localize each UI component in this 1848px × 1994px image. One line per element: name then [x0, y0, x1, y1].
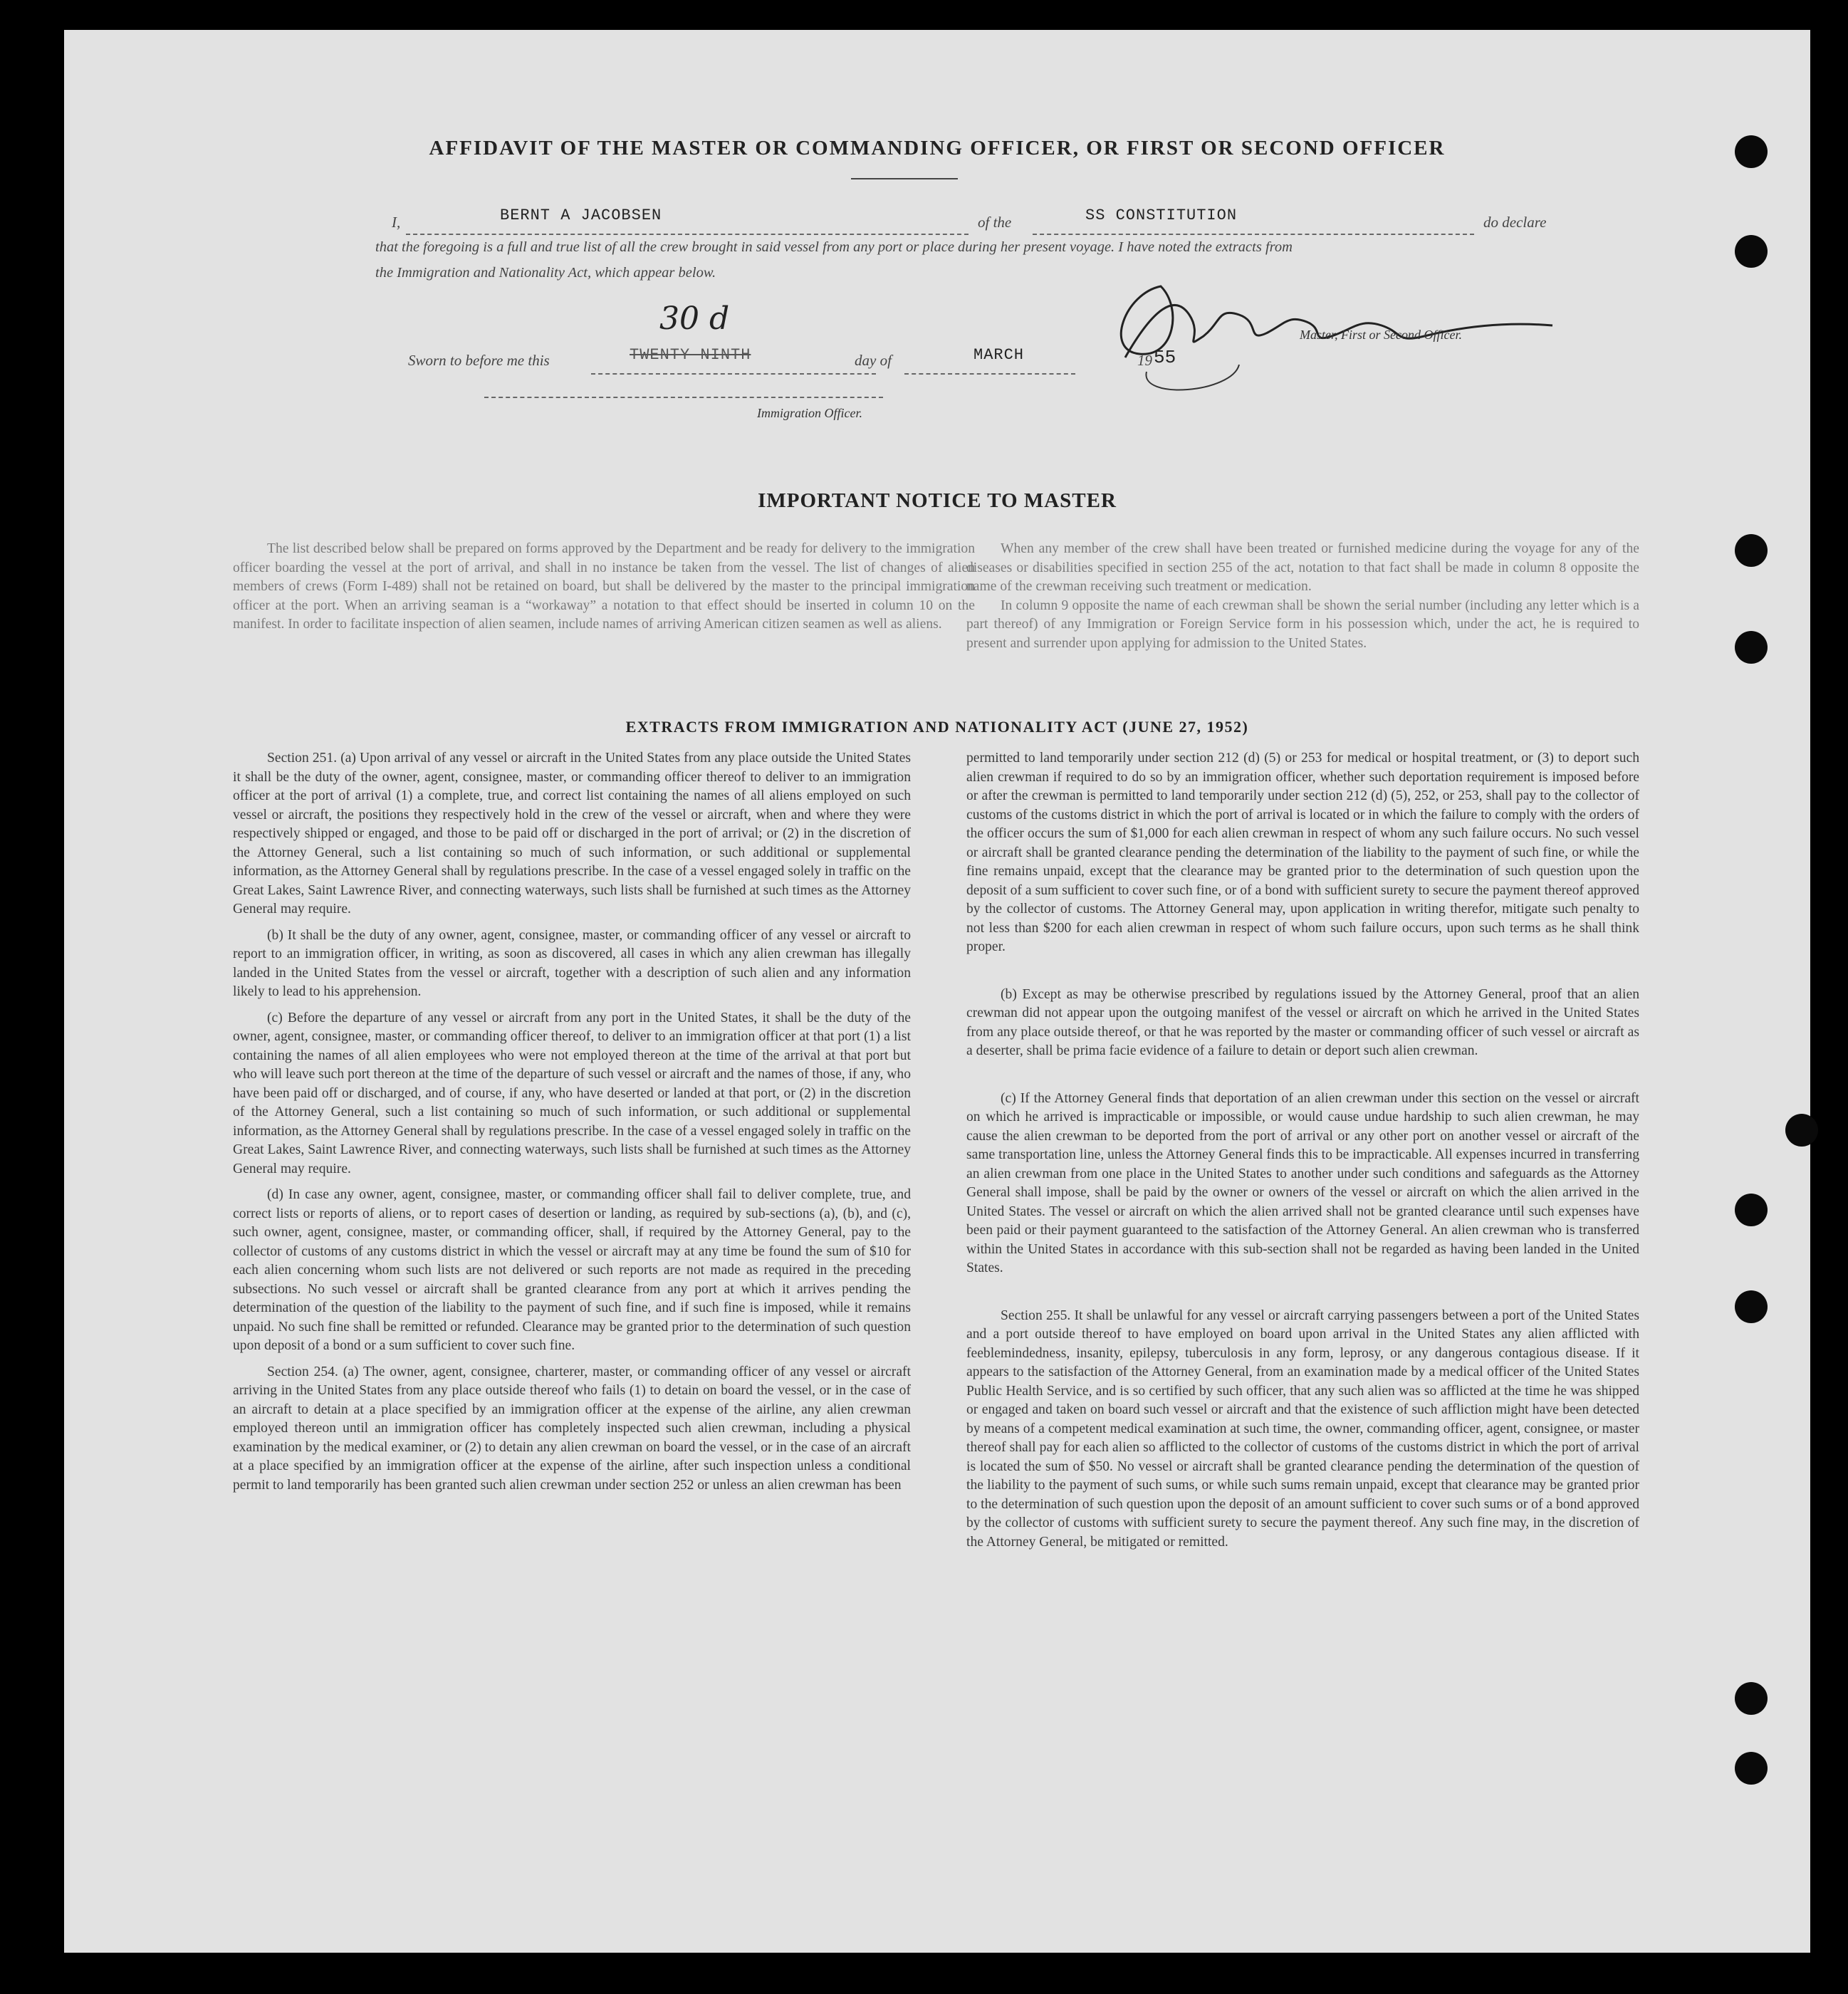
day-of-label: day of [855, 352, 892, 369]
of-the-label: of the [978, 214, 1012, 231]
i-label: I, [392, 214, 401, 231]
extract-section-255: Section 255. It shall be unlawful for any vessel or aircraft carrying passengers between a port of the United States and a port outside thereof to have employed on board upon arrival in the United States any alien afflicted with feeblemindedness, insanity, epilepsy, tuberculosis in any form, leprosy, or any dangerous contagious disease. If it appears to the satisfaction of the Attorney General, from an examination made by a medical officer of the United States Public Health Service, and is so certified by such officer, that any such alien was so afflicted at the time he was shipped or engaged and taken on board such vessel or aircraft and that the existence of such affliction might have been detected by means of a competent medical examination at such time, the owner, commanding officer, agent, consignee, or master thereof shall pay for each alien so afflicted to the collector of customs of the customs district in which the port of arrival is located the sum of $50. No vessel or aircraft shall be granted clearance pending the determination of the question of the liability to the payment of such sums, or while such sums remain unpaid, except that clearance may be granted prior to the determination of such question upon the deposit of an amount sufficient to cover such sums or of a bond approved by the collector of customs with sufficient surety to secure the payment thereof. Any such fine may, in the discretion of the Attorney General, be mitigated or remitted. [966, 1307, 1639, 1550]
extract-section-251c: (c) Before the departure of any vessel or aircraft from any port in the United States, it shall be the duty of the owner, agent, consignee, master, or commanding officer thereof, to deliver to an immigration officer at that port (1) a list containing the names of all alien employees who were not employed thereon at the time of the arrival at that port but who will leave such port thereon at the time of the departure of such vessel or aircraft and the names of those, if any, who have been paid off or discharged, and of course, if any, who have deserted or landed at that port, or (2) in the discretion of the Attorney General, such a list containing so much of such information, or such additional or supplemental information, as the Attorney General shall by regulations prescribe. In the case of a vessel engaged solely in traffic on the Great Lakes, Saint Lawrence River, and connecting waterways, such lists shall be furnished at such times as the Attorney General may require. [233, 1010, 911, 1176]
notice-title: IMPORTANT NOTICE TO MASTER [758, 489, 1117, 512]
extract-section-254a-cont: permitted to land temporarily under section 212 (d) (5) or 253 for medical or hospital treatment, or (3) to deport such alien crewman if required to do so by an immigration officer, whether such deportation requirement is imposed before or after the crewman is permitted to land temporarily under section 212 (d) (5), 252, or 253, shall pay to the collector of customs of the customs district in which the port of arrival is located or in which the failure to comply with the orders of the officer occurs the sum of $1,000 for each alien crewman in respect of whom any such failure occurs. No such vessel or aircraft shall be granted clearance pending the determination of the liability to the payment of such fine, or while the fine remains unpaid, except that the clearance may be granted prior to the determination of such question upon the deposit of a sum sufficient to cover such fine, or of a bond with sufficient surety to secure the payment thereof approved by the collector of customs. The Attorney General may, upon application in writing therefor, mitigate such penalty to not less than $200 for each alien crewman in respect of whom such failure occurs, upon such terms as he shall think proper. [966, 751, 1639, 954]
extract-section-254a: Section 254. (a) The owner, agent, consignee, charterer, master, or commanding officer of any vessel or aircraft arriving in the United States from any place outside thereof who fails (1) to detain on board the vessel, or in the case of an aircraft to detain at a place specified by an immigration officer at the expense of the airline, any alien crewman employed thereon until an immigration officer has completely inspected such alien crewman, including a physical examination by the medical examiner, or (2) to detain any alien crewman on board the vessel, or in the case of an aircraft at a place specified by an immigration officer at the expense of the airline, after such inspection unless a conditional permit to land temporarily has been granted such alien crewman under section 252 or unless an alien crewman has been [233, 1364, 911, 1493]
vessel-name: SS CONSTITUTION [1082, 207, 1240, 224]
binder-hole [1735, 534, 1768, 567]
notice-right-column [966, 540, 1639, 660]
month: MARCH [971, 346, 1027, 364]
binder-hole [1735, 1290, 1768, 1323]
day-handwritten: 30 d [659, 301, 730, 337]
binder-hole [1735, 135, 1768, 168]
do-declare-label: do declare [1483, 214, 1547, 231]
extract-section-254b: (b) Except as may be otherwise prescribed by regulations issued by the Attorney General, proof that an alien crewman did not appear upon the outgoing manifest of the vessel or aircraft on which he arrived in the United States from any place outside thereof, or that he was reported by the master or commanding officer of such vessel or aircraft as a deserter, shall be prima facie evidence of a failure to detain or deport such alien crewman. [966, 986, 1639, 1058]
binder-hole [1735, 1682, 1768, 1715]
sworn-label: Sworn to before me this [408, 352, 550, 369]
extract-section-251a: Section 251. (a) Upon arrival of any vessel or aircraft in the United States from any place outside the United States it shall be the duty of the owner, agent, consignee, master, or commanding officer thereof to deliver to an immigration officer at the port of arrival (1) a complete, true, and correct list containing the names of all aliens employed on such vessel or aircraft, the positions they respectively hold in the crew of the vessel or aircraft, when and where they were respectively shipped or engaged, and those to be paid off or discharged in the port of arrival; or (2) in the discretion of the Attorney General, such a list containing so much of such information, or such additional or supplemental information, as the Attorney General shall by regulations prescribe. In the case of a vessel engaged solely in traffic on the Great Lakes, Saint Lawrence River, and connecting waterways, such lists shall be furnished at such times as the Attorney General may require. [233, 751, 911, 917]
binder-hole [1735, 1194, 1768, 1226]
immigration-officer-caption: Immigration Officer. [757, 406, 862, 420]
declaration-line-2: the Immigration and Nationality Act, which appear below. [375, 265, 716, 281]
title-rule [851, 178, 958, 179]
name-line [406, 218, 969, 235]
notice-right-paragraph-2: In column 9 opposite the name of each crewman shall be shown the serial number (including any letter which is a part thereof) of any Immigration or Foreign Service form in his possession which, under the act, he is required to present and surrender upon applying for admission to the United States. [966, 597, 1639, 651]
notice-left-column [233, 540, 975, 642]
affidavit-title: AFFIDAVIT OF THE MASTER OR COMMANDING OFFICER, OR FIRST OR SECOND OFFICER [429, 137, 1446, 160]
notice-right-paragraph-1: When any member of the crew shall have been treated or furnished medicine during the voyage for any of the diseases or disabilities specified in section 255 of the act, notation to that fact shall be made in column 8 opposite the name of the crewman receiving such treatment or medication. [966, 541, 1639, 594]
extract-section-251d: (d) In case any owner, agent, consignee, master, or commanding officer shall fail to deliver complete, true, and correct lists or reports of aliens, or to report cases of desertion or landing, as required by sub-sections (a), (b), and (c), such owner, agent, consignee, master, or commanding officer, shall, if required by the Attorney General, pay to the collector of customs of any customs district in which the vessel or aircraft may at any time be found the sum of $10 for each alien concerning whom such lists are not delivered or such reports are not made as required in the preceding subsections. No such vessel or aircraft shall be granted clearance from any port at which it arrives pending the determination of the question of the liability to the payment of such fine, and if such fine is imposed, while it remains unpaid. No such fine shall be remitted or refunded. Clearance may be granted prior to the determination of such question upon deposit of a bond or a sum sufficient to cover such fine. [233, 1187, 911, 1353]
extracts-title: EXTRACTS FROM IMMIGRATION AND NATIONALITY ACT (JUNE 27, 1952) [625, 718, 1249, 736]
binder-hole [1785, 1114, 1818, 1147]
extract-section-251b: (b) It shall be the duty of any owner, agent, consignee, master, or commanding officer of any vessel or aircraft to report to an immigration officer, in writing, as soon as discovered, all cases in which any alien crewman has illegally landed in the United States from the vessel or aircraft, together with a description of such alien and any information likely to lead to his apprehension. [233, 927, 911, 999]
notice-left-paragraph: The list described below shall be prepared on forms approved by the Department and be ready for delivery to the immigration officer boarding the vessel at the port of arrival, and shall in no instance be taken from the vessel. The list of changes of alien members of crews (Form I-489) shall not be retained on board, but shall be delivered by the master to the principal immigration officer at the port. When an arriving seaman is a “workaway” a notation to that effect should be inserted in column 10 on the manifest. In order to facilitate inspection of alien seamen, include names of arriving American citizen seamen as well as aliens. [233, 541, 975, 632]
year-suffix: 55 [1154, 347, 1176, 368]
master-name: BERNT A JACOBSEN [497, 207, 664, 224]
binder-hole [1735, 235, 1768, 268]
document-page [64, 30, 1810, 1953]
year-prefix: 19 [1137, 352, 1152, 369]
declaration-line-1: that the foregoing is a full and true list of all the crew brought in said vessel from any port or place during her present voyage. I have noted the extracts from [375, 239, 1293, 255]
extract-section-254c: (c) If the Attorney General finds that deportation of an alien crewman under this section on the vessel or aircraft on which he arrived is impracticable or impossible, or would cause undue hardship to such alien crewman, he may cause the alien crewman to be deported from the port of arrival or any other port on another vessel or aircraft of the same transportation line, unless the Attorney General finds this to be impracticable. All expenses incurred in transferring an alien crewman from one place in the United States to another under such conditions and safeguards as the Attorney General shall impose, shall be paid by the owner or owners of the vessel or aircraft on which the alien arrived in the United States. The vessel or aircraft on which the alien arrived shall not be granted clearance until such expenses have been paid or their payment guaranteed to the satisfaction of the Attorney General. An alien crewman who is transferred within the United States in accordance with this sub-section shall not be regarded as having been landed in the United States. [966, 1090, 1639, 1275]
immigration-officer-line [484, 397, 883, 398]
binder-hole [1735, 1752, 1768, 1785]
day-struck: TWENTY NINTH [627, 346, 753, 364]
extracts-right-column [966, 749, 1639, 1559]
master-caption: Master, First or Second Officer. [1300, 328, 1462, 342]
extracts-left-column [233, 749, 911, 1502]
binder-hole [1735, 631, 1768, 664]
